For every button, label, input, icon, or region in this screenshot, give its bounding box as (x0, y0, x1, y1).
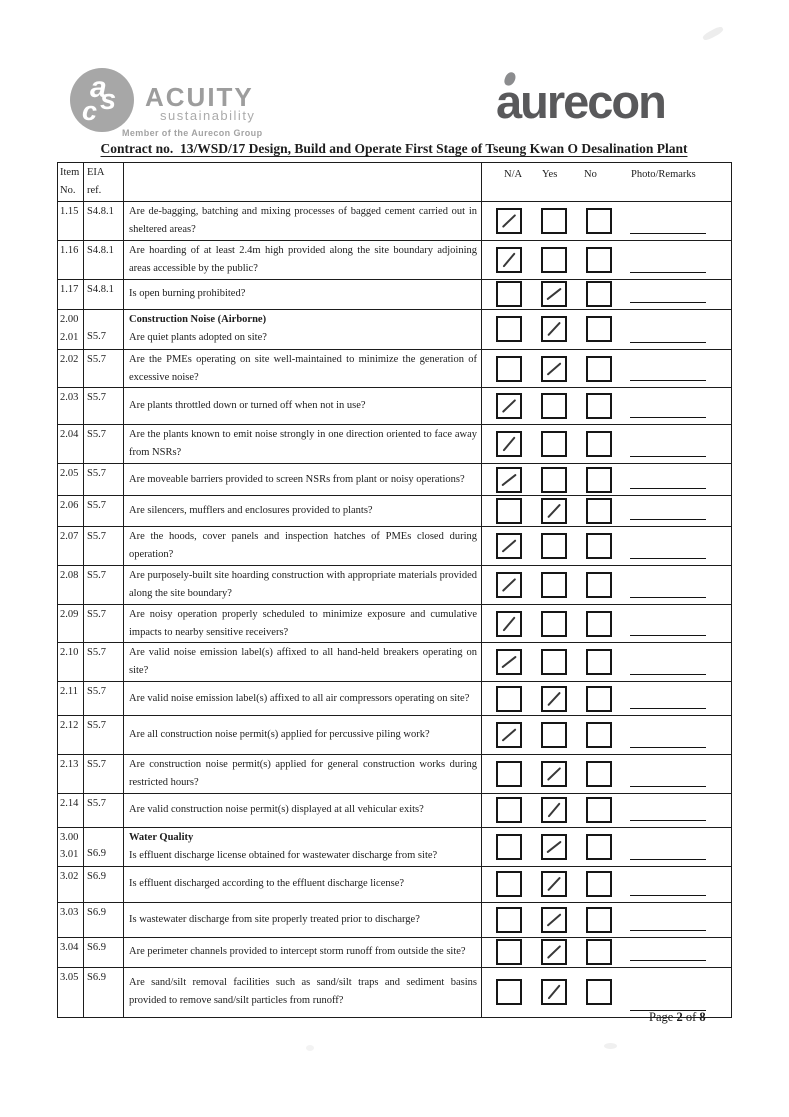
checkbox-na[interactable] (496, 761, 522, 787)
remarks-line[interactable] (630, 342, 706, 343)
remarks-line[interactable] (630, 272, 706, 273)
checkbox-na[interactable] (496, 208, 522, 234)
checkbox-yes[interactable] (541, 979, 567, 1005)
answer-boxes (482, 356, 731, 382)
checkbox-yes[interactable] (541, 356, 567, 382)
item-no: 3.05 (60, 971, 79, 983)
question-text: Are quiet plants adopted on site? (129, 331, 267, 343)
checkbox-yes[interactable] (541, 939, 567, 965)
table-header-row (58, 163, 732, 202)
checkbox-no[interactable] (586, 907, 612, 933)
column-header-eia: EIA ref. (84, 163, 124, 202)
checkbox-na[interactable] (496, 316, 522, 342)
remarks-line[interactable] (630, 456, 706, 457)
question-text: Are the plants known to emit noise strongly in one direction oriented to face away from NSRs? (129, 429, 477, 459)
remarks-line[interactable] (630, 558, 706, 559)
remarks-line[interactable] (630, 635, 706, 636)
check-mark (502, 728, 517, 741)
remarks-line[interactable] (630, 302, 706, 303)
checkbox-na[interactable] (496, 686, 522, 712)
answer-boxes (482, 431, 731, 457)
item-no: 2.00 (60, 313, 79, 325)
item-no: 2.12 (60, 720, 79, 732)
item-no: 1.15 (60, 205, 79, 217)
question-text: Are all construction noise permit(s) applied for percussive piling work? (129, 729, 430, 741)
checklist-row (58, 902, 732, 937)
monogram-letter-c: c (82, 96, 98, 126)
checkbox-yes[interactable] (541, 834, 567, 860)
item-no: 2.11 (60, 686, 78, 698)
checklist-row (58, 496, 732, 527)
page-word: Page (649, 1010, 674, 1024)
eia-ref: S5.7 (87, 608, 106, 620)
remarks-line[interactable] (630, 597, 706, 598)
question-text: Are moveable barriers provided to screen NSRs from plant or noisy operations? (129, 473, 465, 485)
answer-boxes (482, 247, 731, 273)
item-no: 1.17 (60, 283, 79, 295)
check-mark (502, 214, 516, 228)
aurecon-logo (496, 72, 726, 128)
checkbox-no[interactable] (586, 649, 612, 675)
checklist-row (58, 388, 732, 425)
checkbox-na[interactable] (496, 393, 522, 419)
check-mark (502, 399, 516, 413)
eia-ref: S6.9 (87, 971, 106, 983)
checkbox-na[interactable] (496, 907, 522, 933)
monogram-letter-s: s (100, 84, 117, 116)
item-no: 3.02 (60, 870, 79, 882)
answer-boxes (482, 208, 731, 234)
checkbox-no[interactable] (586, 797, 612, 823)
answer-boxes (482, 979, 731, 1005)
check-mark (502, 539, 517, 552)
checkbox-yes[interactable] (541, 871, 567, 897)
check-mark (547, 945, 561, 959)
checklist-table (57, 162, 732, 1018)
eia-ref: S6.9 (87, 941, 106, 953)
eia-ref: S4.8.1 (87, 244, 114, 256)
column-header-yes: Yes (542, 169, 558, 180)
item-no: 1.16 (60, 244, 79, 256)
question-text: Are de-bagging, batching and mixing processes of bagged cement carried out in sheltered areas? (129, 205, 477, 235)
item-no: 3.04 (60, 941, 79, 953)
remarks-line[interactable] (630, 708, 706, 709)
check-mark (503, 616, 516, 631)
eia-ref: S5.7 (87, 468, 106, 480)
item-no: 2.02 (60, 353, 79, 365)
eia-ref: S6.9 (87, 870, 106, 882)
checkbox-no[interactable] (586, 572, 612, 598)
question-text: Are purposely-built site hoarding construction with appropriate materials provided along the site boundary? (129, 570, 477, 599)
question-text: Is wastewater discharge from site properly treated prior to discharge? (129, 913, 420, 925)
page-number (649, 1010, 706, 1025)
remarks-line[interactable] (630, 960, 706, 961)
column-header-no: No (584, 169, 597, 180)
monogram-letter-a: a (90, 71, 107, 104)
checkbox-yes[interactable] (541, 611, 567, 637)
eia-ref: S6.9 (87, 847, 106, 859)
checklist-row (58, 279, 732, 309)
eia-ref: S5.7 (87, 570, 106, 582)
checkbox-yes[interactable] (541, 247, 567, 273)
answer-boxes (482, 393, 731, 419)
answer-boxes (482, 834, 731, 860)
checkbox-na[interactable] (496, 871, 522, 897)
checkbox-no[interactable] (586, 871, 612, 897)
checkbox-yes[interactable] (541, 281, 567, 307)
remarks-line[interactable] (630, 747, 706, 748)
checkbox-na[interactable] (496, 939, 522, 965)
checkbox-no[interactable] (586, 498, 612, 524)
checkbox-yes[interactable] (541, 686, 567, 712)
scan-artifact (306, 1045, 314, 1051)
question-text: Are sand/silt removal facilities such as sand/silt traps and sediment basins provided to remove sand/silt particles from runoff? (129, 977, 477, 1006)
checkbox-na[interactable] (496, 979, 522, 1005)
checkbox-yes[interactable] (541, 316, 567, 342)
scan-artifact (702, 25, 725, 42)
checkbox-na[interactable] (496, 431, 522, 457)
item-no: 2.08 (60, 570, 79, 582)
item-no: 3.03 (60, 906, 79, 918)
check-mark (548, 803, 561, 818)
checkbox-no[interactable] (586, 356, 612, 382)
column-header-answers (482, 163, 732, 202)
checklist-row (58, 643, 732, 682)
checklist-row (58, 793, 732, 827)
remarks-line[interactable] (630, 674, 706, 675)
checkbox-no[interactable] (586, 939, 612, 965)
column-header-item: Item No. (58, 163, 84, 202)
eia-ref: S4.8.1 (87, 283, 114, 295)
column-header-question (124, 163, 482, 202)
acuity-monogram-icon (70, 68, 134, 132)
checkbox-yes[interactable] (541, 907, 567, 933)
acuity-member-line: Member of the Aurecon Group (122, 128, 263, 138)
checklist-row (58, 240, 732, 279)
question-text: Are the hoods, cover panels and inspection hatches of PMEs closed during operation? (129, 531, 477, 561)
check-mark (547, 322, 561, 336)
total-pages: 8 (699, 1010, 706, 1024)
check-mark (548, 984, 561, 999)
question-text: Are perimeter channels provided to intercept storm runoff from outside the site? (129, 946, 466, 958)
remarks-line[interactable] (630, 380, 706, 381)
checklist-row (58, 682, 732, 716)
checklist-row (58, 349, 732, 388)
answer-boxes (482, 316, 731, 342)
section-title: Water Quality (129, 831, 194, 843)
answer-boxes (482, 533, 731, 559)
eia-ref: S5.7 (87, 759, 106, 771)
checkbox-no[interactable] (586, 533, 612, 559)
remarks-line[interactable] (630, 488, 706, 489)
check-mark (546, 840, 561, 852)
checkbox-na[interactable] (496, 247, 522, 273)
eia-ref: S5.7 (87, 647, 106, 659)
checkbox-yes[interactable] (541, 431, 567, 457)
question-text: Are valid construction noise permit(s) displayed at all vehicular exits? (129, 804, 424, 816)
checkbox-na[interactable] (496, 797, 522, 823)
checkbox-no[interactable] (586, 979, 612, 1005)
question-text: Are plants throttled down or turned off when not in use? (129, 400, 366, 412)
checkbox-na[interactable] (496, 281, 522, 307)
checkbox-yes[interactable] (541, 572, 567, 598)
item-no: 2.04 (60, 429, 79, 441)
answer-boxes (482, 722, 731, 748)
checklist-row (58, 755, 732, 794)
checklist-row (58, 425, 732, 464)
checkbox-no[interactable] (586, 247, 612, 273)
checklist-row (58, 716, 732, 755)
eia-ref: S5.7 (87, 429, 106, 441)
answer-boxes (482, 761, 731, 787)
question-text: Are construction noise permit(s) applied for general construction works during restricted hours? (129, 759, 477, 788)
check-mark (547, 362, 562, 375)
remarks-line[interactable] (630, 519, 706, 520)
checkbox-yes[interactable] (541, 498, 567, 524)
checkbox-no[interactable] (586, 281, 612, 307)
remarks-line[interactable] (630, 417, 706, 418)
answer-boxes (482, 611, 731, 637)
checklist-row (58, 827, 732, 866)
checkbox-yes[interactable] (541, 722, 567, 748)
question-text: Are hoarding of at least 2.4m high provided along the site boundary adjoining areas accessible by the public? (129, 244, 477, 274)
acuity-logo (68, 64, 278, 142)
checkbox-na[interactable] (496, 533, 522, 559)
acuity-wordmark: ACUITY (145, 82, 254, 112)
checkbox-yes[interactable] (541, 533, 567, 559)
eia-ref: S5.7 (87, 500, 106, 512)
checkbox-na[interactable] (496, 572, 522, 598)
section-title: Construction Noise (Airborne) (129, 313, 267, 325)
remarks-line[interactable] (630, 233, 706, 234)
question-text: Is effluent discharged according to the effluent discharge license? (129, 878, 405, 890)
check-mark (547, 877, 561, 891)
eia-ref: S5.7 (87, 330, 106, 342)
checkbox-na[interactable] (496, 467, 522, 493)
checkbox-no[interactable] (586, 686, 612, 712)
item-no: 2.14 (60, 797, 79, 809)
checkbox-no[interactable] (586, 393, 612, 419)
checklist-row (58, 464, 732, 496)
checkbox-no[interactable] (586, 761, 612, 787)
of-word: of (685, 1010, 697, 1024)
check-mark (501, 473, 516, 485)
check-mark (502, 578, 516, 592)
eia-ref: S5.7 (87, 392, 106, 404)
checkbox-na[interactable] (496, 834, 522, 860)
question-text: Are the PMEs operating on site well-maintained to minimize the generation of excessive noise? (129, 353, 477, 383)
checkbox-no[interactable] (586, 834, 612, 860)
checkbox-no[interactable] (586, 611, 612, 637)
remarks-line[interactable] (630, 820, 706, 821)
eia-ref: S5.7 (87, 686, 106, 698)
checkbox-no[interactable] (586, 722, 612, 748)
checklist-row (58, 866, 732, 902)
item-no: 2.10 (60, 647, 79, 659)
checkbox-na[interactable] (496, 356, 522, 382)
checkbox-yes[interactable] (541, 208, 567, 234)
eia-ref: S5.7 (87, 720, 106, 732)
eia-ref: S5.7 (87, 531, 106, 543)
column-header-na: N/A (504, 169, 523, 180)
question-text: Are silencers, mufflers and enclosures provided to plants? (129, 505, 373, 517)
answer-boxes (482, 871, 731, 897)
aurecon-wordmark: aurecon (496, 75, 665, 128)
item-no: 2.06 (60, 500, 79, 512)
answer-boxes (482, 649, 731, 675)
checklist-row (58, 527, 732, 566)
checklist-row (58, 201, 732, 240)
current-page: 2 (676, 1010, 683, 1024)
question-text: Are valid noise emission label(s) affixed to all air compressors operating on site? (129, 692, 470, 704)
check-mark (503, 437, 516, 452)
checkbox-no[interactable] (586, 467, 612, 493)
item-no: 2.09 (60, 608, 79, 620)
item-no-sub: 2.01 (60, 331, 79, 343)
item-no: 2.07 (60, 531, 79, 543)
answer-boxes (482, 939, 731, 965)
item-no: 2.05 (60, 468, 79, 480)
checkbox-na[interactable] (496, 649, 522, 675)
answer-boxes (482, 498, 731, 524)
checkbox-na[interactable] (496, 722, 522, 748)
remarks-line[interactable] (630, 859, 706, 860)
remarks-line[interactable] (630, 895, 706, 896)
eia-ref: S5.7 (87, 797, 106, 809)
remarks-line[interactable] (630, 930, 706, 931)
checkbox-yes[interactable] (541, 393, 567, 419)
eia-ref: S4.8.1 (87, 205, 114, 217)
checkbox-no[interactable] (586, 316, 612, 342)
checkbox-no[interactable] (586, 208, 612, 234)
checkbox-no[interactable] (586, 431, 612, 457)
item-no: 2.03 (60, 392, 79, 404)
question-text: Is open burning prohibited? (129, 288, 246, 300)
question-text: Are noisy operation properly scheduled to minimize exposure and cumulative impacts to nearby sensitive receivers? (129, 608, 477, 638)
check-mark (547, 504, 561, 518)
checkbox-yes[interactable] (541, 797, 567, 823)
question-text: Is effluent discharge license obtained for wastewater discharge from site? (129, 849, 438, 861)
checkbox-yes[interactable] (541, 649, 567, 675)
check-mark (503, 252, 516, 267)
checkbox-yes[interactable] (541, 761, 567, 787)
item-no: 3.00 (60, 831, 79, 843)
check-mark (546, 288, 561, 300)
checkbox-na[interactable] (496, 498, 522, 524)
column-header-remarks: Photo/Remarks (631, 169, 696, 180)
question-text: Are valid noise emission label(s) affixed to all hand-held breakers operating on site? (129, 647, 477, 677)
acuity-tagline: sustainability (160, 108, 256, 123)
answer-boxes (482, 572, 731, 598)
check-mark (547, 691, 561, 705)
item-no: 2.13 (60, 759, 79, 771)
checkbox-yes[interactable] (541, 467, 567, 493)
checklist-row (58, 604, 732, 643)
scan-artifact (604, 1043, 617, 1049)
eia-ref: S6.9 (87, 906, 106, 918)
checklist-row (58, 967, 732, 1017)
check-mark (547, 767, 561, 781)
check-mark (547, 913, 562, 926)
check-mark (501, 656, 516, 668)
answer-boxes (482, 281, 731, 307)
checklist-row (58, 937, 732, 967)
checklist-row (58, 309, 732, 349)
item-no-sub: 3.01 (60, 848, 79, 860)
remarks-line[interactable] (630, 786, 706, 787)
document-title: Contract no. 13/WSD/17 Design, Build and Operate First Stage of Tseung Kwan O Desalination Plant (100, 141, 688, 156)
checklist-row (58, 566, 732, 605)
eia-ref: S5.7 (87, 353, 106, 365)
checkbox-na[interactable] (496, 611, 522, 637)
